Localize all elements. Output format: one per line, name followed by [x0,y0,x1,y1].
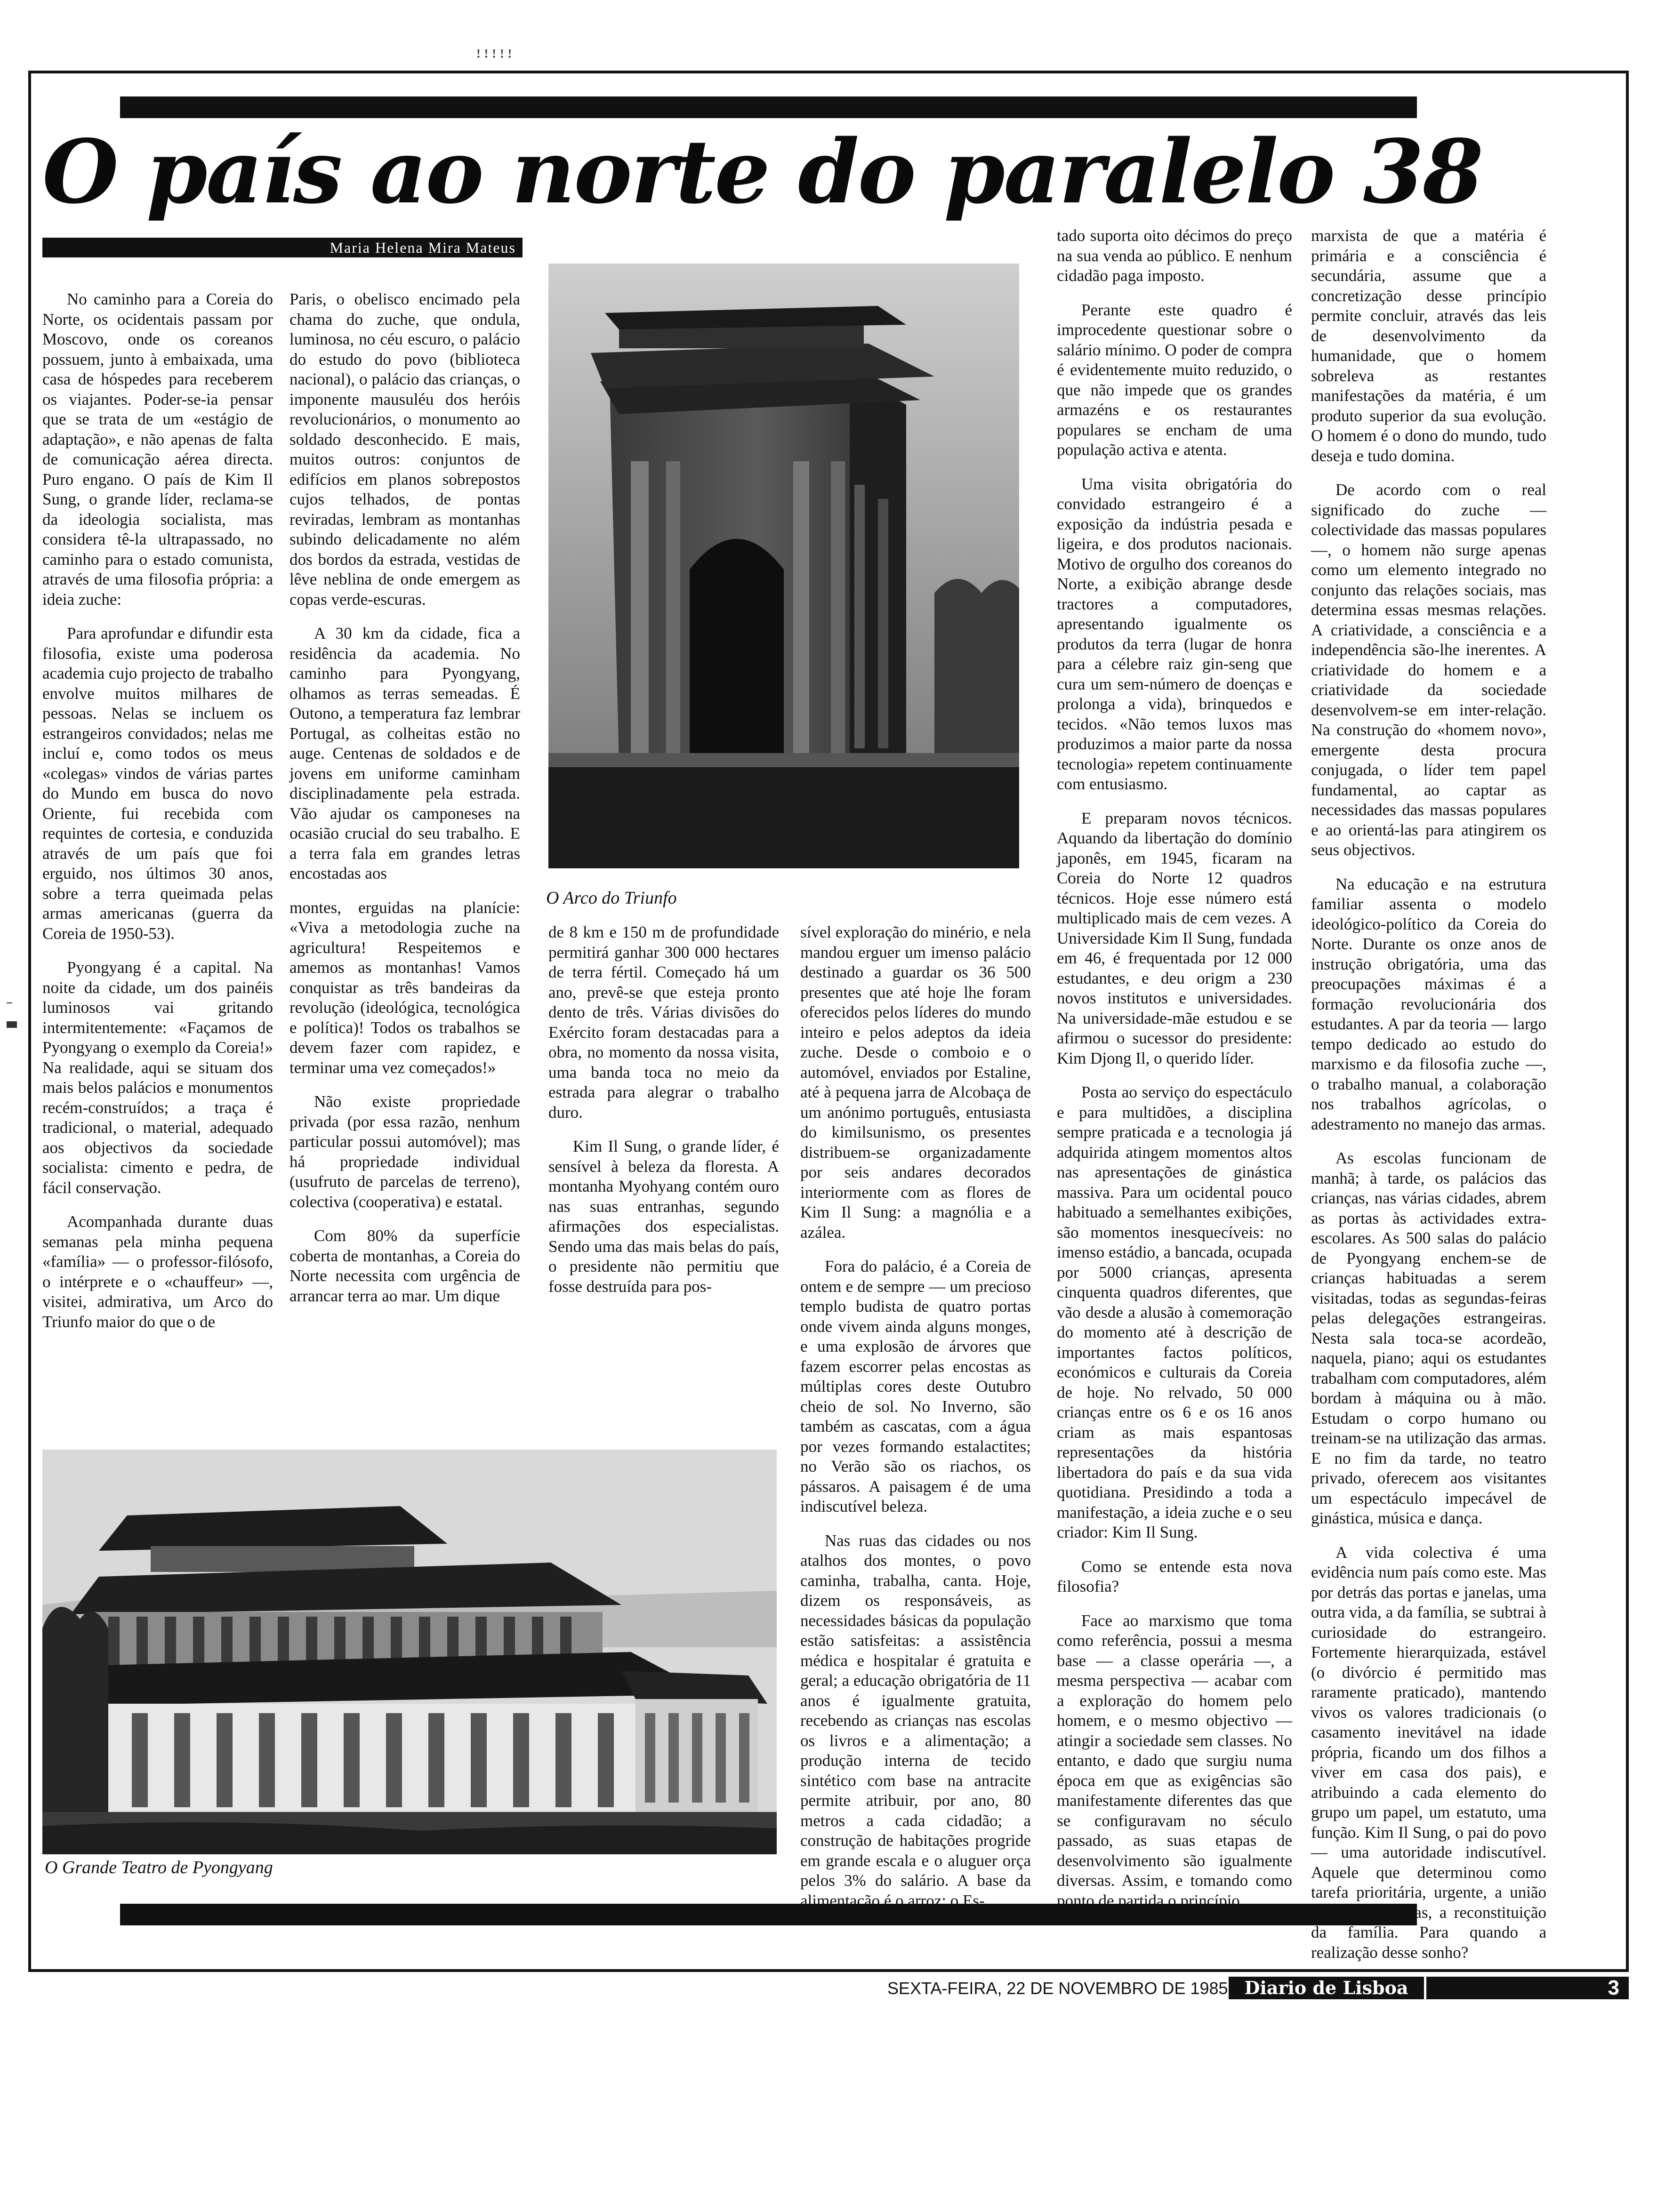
paragraph: Com 80% da superfície coberta de montanhas, a Coreia do Norte necessita com urgência de arrancar terra ao mar. Um dique [290,1226,520,1305]
paragraph: A 30 km da cidade, fica a residência da academia. No caminho para Pyongyang, olhamos as terras semeadas. É Outono, a temperatura faz lembrar Portugal, as colheitas estão no auge. Centenas de soldados e de jovens em uniforme caminham disciplinadamente pela estrada. Vão ajudar os camponeses na ocasião crucial do seu trabalho. E a terra fala em grandes letras encostadas aos [290,624,520,882]
theatre-photo-image [42,1450,777,1854]
paragraph: Fora do palácio, é a Coreia de ontem e de sempre — um precioso templo budista de quatro portas onde vivem ainda alguns monges, e uma explosão de árvores que fazem escorrer pelas encostas as múltiplas cores deste Outubro cheio de sol. No Inverno, são também as cascatas, com a água por vezes formando estalactites; no Verão são os riachos, os pássaros. A paisagem é de uma indiscutível beleza. [800,1257,1031,1515]
masthead-logo: Diario de Lisboa [1229,1977,1424,1999]
paragraph: Nas ruas das cidades ou nos atalhos dos montes, o povo caminha, trabalha, canta. Hoje, dizem os responsáveis, as necessidades básicas da população estão satisfeitas: a assistência médica e hospitalar é gratuita e geral; a educação obrigatória de 11 anos é igualmente gratuita, recebendo as crianças nas escolas os livros e a alimentação; a produção interna de tecido sintético com base na antracite permite atribuir, por ano, 80 metros a cada cidadão; a construção de habitações progride em grande escala e o aluguer orça pelos 3% do salário. A base da alimentação é o arroz; o Es- [800,1531,1031,1910]
paragraph: Para aprofundar e difundir esta filosofia, existe uma poderosa academia cujo projecto de trabalho envolve muitos milhares de pessoas. Nelas se incluem os estrangeiros convidados; nelas me incluí e, como todos os meus «colegas» vindos de várias partes do Mundo em busca do novo Oriente, fui recebida com requintes de cortesia, e conduzida através de um país que foi erguido, nos últimos 30 anos, sobre a terra queimada pelas armas americanas (guerra da Coreia de 1950-53). [42,624,273,943]
paragraph: Posta ao serviço do espectáculo e para multidões, a disciplina sempre praticada e a tecnologia já adquirida atingem momentos altos nas apresentações de ginástica massiva. Para um ocidental pouco habituado a semelhantes exibições, são momentos inesquecíveis: no imenso estádio, a bancada, ocupada por 5000 crianças, apresenta cinquenta quadros diferentes, que vão desde a alusão à comemoração do momento até à descrição de importantes factos políticos, económicos e culturais da Coreia de hoje. No relvado, 50 000 crianças entre os 6 e os 16 anos criam as mais espantosas representações da história libertadora do país e da sua vida quotidiana. Presidindo a toda a manifestação, a ideia zuche e o seu criador: Kim Il Sung. [1057,1083,1292,1541]
paragraph: De acordo com o real significado do zuche — colectividade das massas populares —, o homem não surge apenas como um elemento integrado no conjunto das relações sociais, mas determina essas mesmas relações. A criatividade, a consciência e a independência são-lhe inerentes. A criatividade do homem e a criatividade da sociedade desenvolvem-se em inter-relação. Na construção do «homem novo», emergente desta procura conjugada, o líder tem papel fundamental, ao captar as necessidades das massas populares e ao orientá-las para atingirem os seus objectivos. [1311,481,1546,859]
theatre-caption: O Grande Teatro de Pyongyang [45,1858,273,1877]
paragraph: As escolas funcionam de manhã; à tarde, os palácios das crianças, nas várias cidades, abrem as portas às actividades extra-escolares. As 500 salas do palácio de Pyongyang enchem-se de crianças habituadas a serem visitadas, todas as segundas-feiras pelas delegações estrangeiras. Nesta sala toca-se acordeão, naquela, piano; aqui os estudantes trabalham com computadores, além bordam à máquina ou à mão. Estudam o corpo humano ou treinam-se na utilização das armas. E no fim da tarde, no teatro privado, oferecem aos visitantes um espectáculo impecável de ginástica, música e dança. [1311,1149,1546,1527]
paragraph: A vida colectiva é uma evidência num país como este. Mas por detrás das portas e janelas, uma outra vida, a da família, se subtrai à curiosidade do estrangeiro. Fortemente hierarquizada, estável (o divórcio é permitido mas raramente praticado), mantendo vivos os valores tradicionais (o casamento inevitável na idade própria, ficando um dos filhos a viver em casa dos pais), e atribuindo a cada elemento do grupo um papel, um estatuto, uma função. Kim Il Sung, o pai do povo — uma autoridade indiscutível. Aquele que determinou como tarefa prioritária, urgente, a união das duas Coreias, a reconstituição da família. Para quando a realização desse sonho? [1311,1543,1546,1962]
headline: O país ao norte do paralelo 38 [42,120,1482,223]
paragraph: E preparam novos técnicos. Aquando da libertação do domínio japonês, em 1945, ficaram na Coreia do Norte 12 quadros técnicos. Hoje esse número está multiplicado mais de cem vezes. A Universidade Kim Il Sung, fundada em 46, é frequentada por 12 000 estudantes, e deu origm a 230 novos institutos e universidades. Na universidade-mãe estudou e se afirmou o sucessor do presidente: Kim Djong Il, o querido líder. [1057,809,1292,1067]
margin-mark [7,1021,17,1028]
paragraph: marxista de que a matéria é primária e a consciência é secundária, assume que a concretização desse princípio permite concluir, através das leis de desenvolvimento da humanidade, que o homem sobreleva as restantes manifestações da matéria, é um produto superior da sua evolução. O homem é o dono do mundo, tudo deseja e tudo domina. [1311,226,1546,465]
column-6 [1311,226,1546,1962]
paragraph: de 8 km e 150 m de profundidade permitirá ganhar 300 000 hectares de terra fértil. Começado há um ano, prevê-se que esteja pronto dento de três. Várias divisões do Exército foram destacadas para a obra, no momento da nossa visita, uma banda toca no meio da estrada para alegrar o trabalho duro. [548,923,779,1122]
paragraph: Como se entende esta nova filosofia? [1057,1557,1292,1595]
paragraph: sível exploração do minério, e nela mandou erguer um imenso palácio destinado a guardar os 36 500 presentes que até hoje lhe foram oferecidos pelos líderes do mundo inteiro e pelos adeptos da ideia zuche. Desde o comboio e o automóvel, enviados por Estaline, até à pequena jarra de Alcobaça de um anónimo português, entusiasta do kimilsunismo, os presentes distribuem-se organizadamente por seis andares decorados interiormente com as flores de Kim Il Sung: a magnólia e a azálea. [800,923,1031,1242]
paragraph: Paris, o obelisco encimado pela chama do zuche, que ondula, luminosa, no céu escuro, o palácio do estudo do povo (biblioteca nacional), o palácio das crianças, o imponente mausuléu dos heróis revolucionários, o monumento ao soldado desconhecido. E mais, muitos outros: conjuntos de edifícios em planos sobrepostos cujos telhados, de pontas reviradas, lembram as montanhas subindo delicadamente no além dos bordos da estrada, vestidas de lêve neblina de onde emergem as copas verde-escuras. [290,290,520,609]
column-4 [800,922,1031,1910]
paragraph: Não existe propriedade privada (por essa razão, nenhum particular possui automóvel); mas há propriedade individual (usufruto de parcelas de terreno), colectiva (cooperativa) e estatal. [290,1092,520,1211]
top-rule [120,96,1417,118]
arch-photo-image [548,264,1019,868]
paragraph: Kim Il Sung, o grande líder, é sensível à beleza da floresta. A montanha Myohyang contém ouro nas suas entranhas, segundo afirmações dos especialistas. Sendo uma das mais belas do país, o presidente não permitiu que fosse destruída para pos- [548,1137,779,1296]
paragraph: No caminho para a Coreia do Norte, os ocidentais passam por Moscovo, onde os coreanos possuem, junto à embaixada, uma casa de hóspedes para receberem os viajantes. Poder-se-ia pensar que se trata de um «estágio de adaptação», e não apenas de falta de comunicação aérea directa. Puro engano. O país de Kim Il Sung, o grande líder, reclama-se da ideologia socialista, mas considera tê-la ultrapassado, no caminho para o estado comunista, através de uma filosofia própria: a ideia zuche: [42,290,273,609]
top-mark: ꜝꜝꜝꜝꜝ [475,50,515,70]
paragraph: Acompanhada durante duas semanas pela minha pequena «família» — o professor-filósofo, o intérprete e o «chauffeur» —, visitei, admirativa, um Arco do Triunfo maior do que o de [42,1212,273,1331]
margin-mark [7,1002,12,1003]
paragraph: montes, erguidas na planície: «Viva a metodologia zuche na agricultura! Respeitemos e amemos as montanhas! Vamos conquistar as três bandeiras da revolução (ideológica, tecnológica e política)! Todos os trabalhos se devem fazer com rapidez, e terminar uma vez começados!» [290,898,520,1077]
column-1 [42,289,273,1504]
byline: Maria Helena Mira Mateus [42,238,523,257]
column-5 [1057,226,1292,1910]
column-3 [548,922,779,1370]
paragraph: Face ao marxismo que toma como referência, possui a mesma base — a classe operária —, a mesma perspectiva — acabar com a exploração do homem pelo homem, e o mesmo objectivo — atingir a sociedade sem classes. No entanto, e dado que surgiu numa época em que as exigências são manifestamente diferentes das que se configuravam no século passado, as suas etapas de desenvolvimento são igualmente diversas. Assim, e tomando como ponto de partida o princípio [1057,1611,1292,1910]
column-2 [290,289,520,1504]
footer-date: SEXTA-FEIRA, 22 DE NOVEMBRO DE 1985 [887,1979,1228,1998]
paragraph: Pyongyang é a capital. Na noite da cidade, um dos painéis luminosos vai gritando intermitentemente: «Façamos de Pyongyang o exemplo da Coreia!» Na realidade, aqui se situam dos mais belos palácios e monumentos recém-construídos; a traça é tradicional, o material, adequado aos objectivos da sociedade socialista: cimento e pedra, de fácil conservação. [42,958,273,1197]
arch-caption: O Arco do Triunfo [546,888,677,908]
arch-of-triumph-photo [548,264,1019,868]
paragraph: Perante este quadro é improcedente questionar sobre o salário mínimo. O poder de compra é evidentemente muito reduzido, o que não impede que os grandes armazéns e os restaurantes populares se encham de uma população activa e atenta. [1057,300,1292,459]
paragraph: Na educação e na estrutura familiar assenta o modelo ideológico-político da Coreia do Norte. Durante os onze anos de instrução obrigatória, uma das preocupações máximas é a formação revolucionária dos estudantes. A par da teoria — largo tempo dedicado ao estudo do marxismo e da filosofia zuche —, o trabalho manual, a colaboração nos trabalhos agrícolas, o adestramento no manejo das armas. [1311,874,1546,1133]
grand-theatre-photo [42,1450,777,1854]
paragraph: Uma visita obrigatória do convidado estrangeiro é a exposição da indústria pesada e ligeira, e dos produtos nacionais. Motivo de orgulho dos coreanos do Norte, a exibição abrange desde tractores a computadores, apresentando igualmente os produtos da terra (lugar de honra para a célebre raiz gin-seng que cura um sem-número de doenças e prolonga a vida), brinquedos e tecidos. «Não temos luxos mas produzimos a maior parte da nossa tecnologia» repetem continuamente com entusiasmo. [1057,474,1292,793]
page-number: 3 [1426,1977,1629,1999]
paragraph: tado suporta oito décimos do preço na sua venda ao público. E nenhum cidadão paga imposto. [1057,226,1292,285]
